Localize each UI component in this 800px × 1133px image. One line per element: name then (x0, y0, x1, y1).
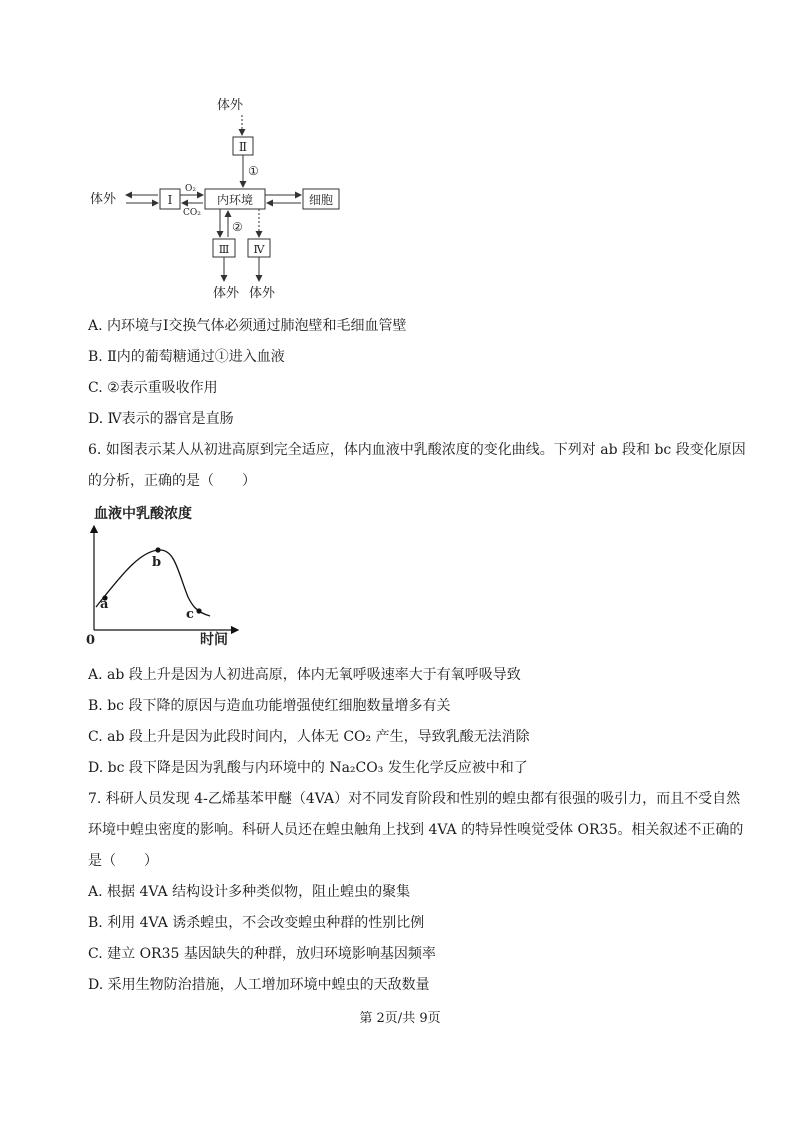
graph-origin: 0 (86, 633, 96, 647)
graph-point-b (155, 547, 160, 552)
graph-xlabel: 时间 (200, 632, 228, 647)
q7-stem-line2: 环境中蝗虫密度的影响。科研人员还在蝗虫触角上找到 4VA 的特异性嗅觉受体 OR35。相关叙述不正确的 (88, 822, 744, 838)
q6-option-a: A. ab 段上升是因为人初进高原，体内无氧呼吸速率大于有氧呼吸导致 (88, 667, 521, 683)
label-2: ② (232, 220, 243, 234)
q7-option-a: A. 根据 4VA 结构设计多种类似物，阻止蝗虫的聚集 (88, 884, 411, 900)
q5-option-a: A. 内环境与Ⅰ交换气体必须通过肺泡壁和毛细血管壁 (88, 318, 407, 334)
q6-stem-line2: 的分析，正确的是（ ） (88, 473, 256, 489)
outside-top-label: 体外 (216, 98, 244, 113)
q5-option-b: B. Ⅱ内的葡萄糖通过①进入血液 (88, 349, 285, 365)
q6-option-b: B. bc 段下降的原因与造血功能增强使红细胞数量增多有关 (88, 698, 451, 714)
outside-bottom-right-label: 体外 (248, 286, 276, 301)
outside-left-label: 体外 (90, 192, 117, 207)
q5-option-c: C. ②表示重吸收作用 (88, 380, 218, 396)
q7-stem-line3: 是（ ） (88, 853, 158, 869)
page-footer: 第 2页/共 9页 (359, 1011, 441, 1026)
graph-ylabel: 血液中乳酸浓度 (94, 506, 192, 522)
label-O2: O₂ (185, 184, 196, 194)
box-I-label: Ⅰ (167, 193, 173, 207)
label-1: ① (248, 164, 259, 178)
box-II-label: Ⅱ (238, 140, 248, 154)
q7-option-d: D. 采用生物防治措施，人工增加环境中蝗虫的天敌数量 (88, 977, 430, 993)
graph-point-a-label: a (100, 597, 109, 612)
box-III-label: Ⅲ (218, 243, 230, 256)
lactate-graph (80, 502, 260, 647)
q7-stem-line1: 7. 科研人员发现 4-乙烯基苯甲醚（4VA）对不同发育阶段和性别的蝗虫都有很强的吸引力，而且不受自然 (88, 791, 741, 807)
q6-stem-line1: 6. 如图表示某人从初进高原到完全适应，体内血液中乳酸浓度的变化曲线。下列对 ab 段和 bc 段变化原因 (88, 442, 746, 458)
q5-option-d: D. Ⅳ表示的器官是直肠 (88, 411, 234, 427)
box-center-label: 内环境 (216, 193, 254, 207)
box-IV-label: Ⅳ (253, 243, 265, 256)
q7-option-b: B. 利用 4VA 诱杀蝗虫，不会改变蝗虫种群的性别比例 (88, 915, 425, 931)
label-CO2: CO₂ (183, 208, 201, 218)
outside-bottom-left-label: 体外 (212, 286, 240, 301)
q6-option-c: C. ab 段上升是因为此段时间内，人体无 CO₂ 产生，导致乳酸无法消除 (88, 729, 530, 745)
graph-point-c-label: c (186, 607, 194, 622)
graph-point-b-label: b (152, 555, 162, 570)
q7-option-c: C. 建立 OR35 基因缺失的种群，放归环境影响基因频率 (88, 946, 436, 962)
q6-option-d: D. bc 段下降是因为乳酸与内环境中的 Na₂CO₃ 发生化学反应被中和了 (88, 760, 528, 776)
graph-point-c (196, 608, 201, 613)
box-cell-label: 细胞 (308, 193, 334, 207)
internal-environment-diagram (90, 95, 350, 305)
